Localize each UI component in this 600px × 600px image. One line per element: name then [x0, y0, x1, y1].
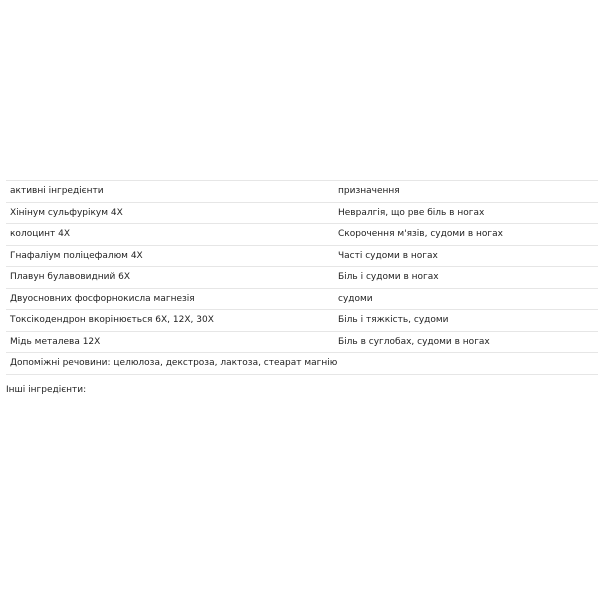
table-row: [6, 224, 598, 246]
header-purpose: призначення: [334, 181, 598, 203]
table-row: [6, 245, 598, 267]
purpose-cell: Біль і тяжкість, судоми: [334, 310, 598, 332]
ingredient-cell: Гнафаліум поліцефалюм 4X: [6, 245, 334, 267]
other-ingredients-label: Інші інгредієнти:: [6, 385, 87, 395]
excipients-text: Допоміжні речовини: целюлоза, декстроза, лактоза, стеарат магнію: [6, 353, 598, 375]
table-row: [6, 331, 598, 353]
purpose-cell: Часті судоми в ногах: [334, 245, 598, 267]
table-footer-row: [6, 353, 598, 375]
header-active-ingredients: активні інгредієнти: [6, 181, 334, 203]
purpose-cell: Біль в суглобах, судоми в ногах: [334, 331, 598, 353]
purpose-cell: Скорочення м'язів, судоми в ногах: [334, 224, 598, 246]
purpose-cell: Біль і судоми в ногах: [334, 267, 598, 289]
ingredient-cell: Двуосновних фосфорнокисла магнезія: [6, 288, 334, 310]
ingredient-cell: Токсікодендрон вкорінюється 6X, 12X, 30X: [6, 310, 334, 332]
table-row: [6, 267, 598, 289]
ingredients-table: [6, 180, 598, 375]
table-row: [6, 310, 598, 332]
table-row: [6, 288, 598, 310]
table-row: [6, 202, 598, 224]
ingredient-cell: Мідь металева 12X: [6, 331, 334, 353]
purpose-cell: Невралгія, що рве біль в ногах: [334, 202, 598, 224]
purpose-cell: судоми: [334, 288, 598, 310]
ingredient-cell: Хінінум сульфурікум 4X: [6, 202, 334, 224]
ingredient-cell: Плавун булавовидний 6X: [6, 267, 334, 289]
table-header-row: [6, 181, 598, 203]
ingredient-cell: колоцинт 4X: [6, 224, 334, 246]
